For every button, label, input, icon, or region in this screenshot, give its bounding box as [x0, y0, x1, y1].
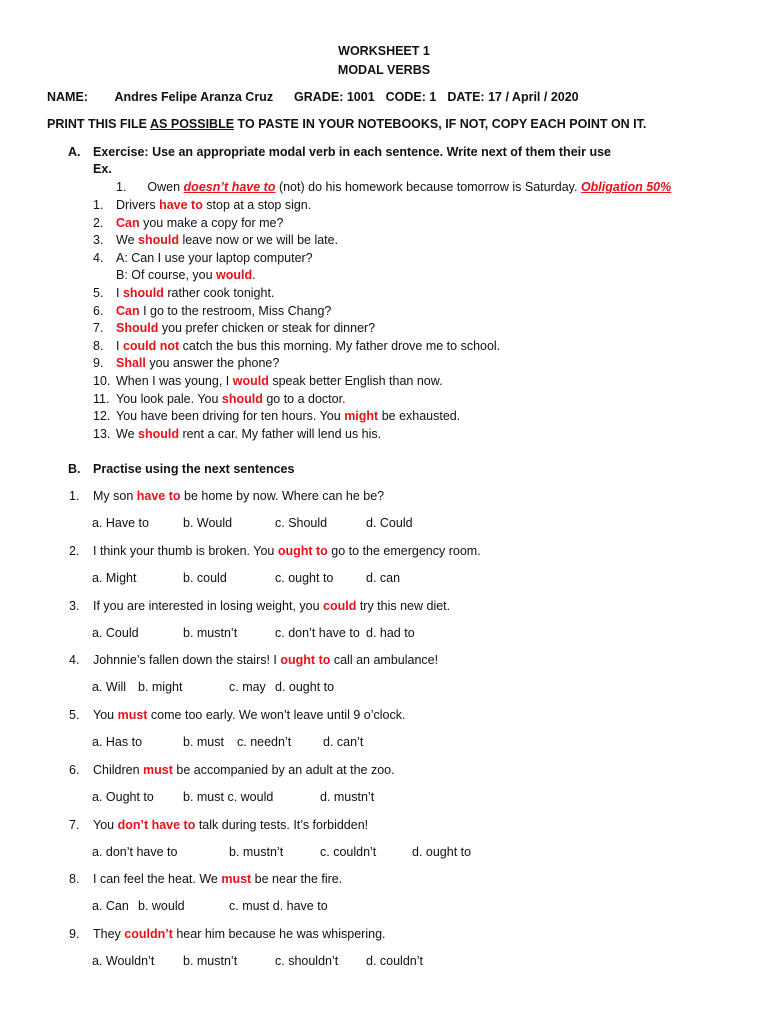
sentence-text: speak better English than now. — [268, 374, 443, 388]
question-sentence — [93, 707, 405, 723]
list-item — [116, 250, 313, 266]
item-number: 1. — [116, 180, 127, 194]
sentence-text: you answer the phone? — [145, 356, 280, 371]
question-sentence — [93, 926, 386, 942]
sentence-text: talk during tests. It’s forbidden! — [195, 817, 369, 832]
list-item — [116, 232, 338, 248]
list-item — [116, 197, 311, 213]
sentence-text: You have been driving for ten hours. You — [116, 409, 345, 424]
sentence-text: I think your thumb is broken. You — [93, 543, 278, 558]
list-item — [116, 408, 460, 424]
answer-option: c. couldn’t — [320, 844, 377, 859]
worksheet-subtitle: MODAL VERBS — [337, 63, 431, 77]
item-number: 2. — [93, 215, 104, 230]
header-line — [47, 89, 579, 105]
answer-option: b. mustn’t — [183, 954, 238, 968]
question-number: 3. — [69, 598, 80, 613]
sentence-text: be accompanied by an adult at the zoo. — [172, 762, 395, 777]
question-sentence — [93, 762, 395, 778]
instruction-text: PRINT THIS FILE — [47, 117, 151, 131]
question-number: 8. — [69, 872, 80, 887]
modal-answer: have to — [136, 489, 181, 503]
sentence-text: rent a car. My father will lend us his. — [178, 426, 382, 441]
modal-answer: have to — [159, 198, 203, 212]
answer-option: a. Has to — [92, 735, 143, 749]
modal-answer: must — [143, 762, 173, 777]
sentence-text: A: Can I use your laptop computer? — [116, 250, 313, 265]
sentence-text: you prefer chicken or steak for dinner? — [158, 321, 376, 336]
sentence-text: (not) do his homework because tomorrow is Saturday. — [275, 180, 581, 194]
date-label: DATE: — [447, 90, 485, 104]
list-item — [116, 267, 256, 283]
modal-answer: ought to — [277, 543, 328, 558]
answer-option: d. had to — [366, 625, 415, 640]
answer-option: c. needn’t — [237, 735, 292, 749]
sentence-text: leave now or we will be late. — [178, 233, 339, 248]
sentence-text: . — [252, 268, 256, 283]
sentence-text: Drivers — [116, 198, 160, 212]
section-b-letter: B. — [68, 462, 81, 476]
modal-answer: would — [232, 374, 269, 388]
list-item — [116, 285, 274, 301]
item-number: 5. — [93, 286, 104, 300]
answer-option: a. Can — [92, 899, 129, 914]
answer-option: b. must c. would — [183, 789, 274, 804]
list-item — [116, 338, 500, 354]
sentence-text: You — [93, 817, 118, 832]
question-number: 9. — [69, 927, 80, 941]
instruction-text-end: TO PASTE IN YOUR NOTEBOOKS, IF NOT, COPY EACH POINT ON IT. — [234, 117, 647, 131]
modal-answer: don’t have to — [117, 817, 196, 832]
sentence-text: Johnnie’s fallen down the stairs! I — [93, 653, 281, 668]
item-number: 4. — [93, 250, 104, 265]
modal-answer: Can — [116, 303, 140, 318]
modal-answer: couldn’t — [124, 927, 173, 941]
question-sentence — [93, 817, 368, 833]
answer-option: a. Might — [92, 570, 137, 585]
list-item — [116, 391, 346, 407]
item-number: 9. — [93, 356, 104, 371]
sentence-text: rather cook tonight. — [163, 286, 275, 300]
modal-use: Obligation 50% — [580, 180, 672, 194]
modal-answer: doesn’t have to — [183, 180, 276, 194]
answer-option: d. couldn’t — [366, 954, 423, 968]
list-item — [116, 355, 279, 371]
list-item — [116, 426, 381, 442]
question-number: 5. — [69, 708, 80, 722]
section-a-letter: A. — [68, 145, 81, 159]
answer-option: c. must d. have to — [229, 899, 328, 914]
item-number: 10. — [93, 374, 111, 388]
modal-answer: should — [138, 426, 179, 441]
question-number: 4. — [69, 653, 80, 668]
sentence-text: be near the fire. — [251, 872, 343, 887]
date-value: 17 / April / 2020 — [488, 90, 579, 104]
answer-option: d. mustn’t — [320, 789, 375, 804]
answer-option: c. Should — [275, 516, 328, 530]
answer-option: b. would — [138, 899, 185, 914]
answer-option: c. may — [229, 680, 266, 695]
question-sentence — [93, 598, 450, 614]
sentence-text: try this new diet. — [356, 598, 451, 613]
sentence-text: My son — [93, 489, 137, 503]
answer-option: a. Ought to — [92, 789, 154, 804]
item-number: 6. — [93, 303, 104, 318]
name-label: NAME: — [47, 90, 88, 104]
question-number: 2. — [69, 543, 80, 558]
item-number: 12. — [93, 409, 111, 424]
modal-answer: should — [138, 233, 179, 248]
sentence-text: come too early. We won’t leave until 9 o’clock. — [147, 708, 406, 722]
instruction-underlined: AS POSSIBLE — [150, 117, 235, 131]
answer-option: a. Could — [92, 625, 139, 640]
list-item — [116, 373, 443, 389]
answer-option: a. Wouldn’t — [92, 954, 155, 968]
question-number: 6. — [69, 762, 80, 777]
answer-option: b. could — [183, 570, 227, 585]
list-item — [116, 320, 375, 336]
question-number: 1. — [69, 489, 80, 503]
modal-answer: Shall — [116, 356, 146, 371]
item-number: 3. — [93, 233, 104, 248]
sentence-text: go to the emergency room. — [327, 543, 481, 558]
sentence-text: go to a doctor. — [262, 391, 346, 406]
sentence-text: Children — [93, 762, 144, 777]
sentence-text: When I was young, I — [116, 374, 233, 388]
code-label: CODE: — [385, 90, 426, 104]
sentence-text: be home by now. Where can he be? — [180, 489, 385, 503]
item-number: 7. — [93, 321, 104, 336]
answer-option: b. mustn’t — [229, 844, 284, 859]
sentence-text: you make a copy for me? — [139, 215, 284, 230]
sentence-text: We — [116, 233, 138, 248]
answer-option: c. ought to — [275, 570, 334, 585]
name-value: Andres Felipe Aranza Cruz — [114, 90, 274, 104]
list-item — [116, 303, 331, 319]
question-sentence — [93, 543, 481, 559]
modal-answer: might — [344, 409, 379, 424]
example-label: Ex. — [93, 162, 112, 176]
item-number: 13. — [93, 426, 111, 441]
sentence-text: I — [116, 286, 123, 300]
list-item — [116, 215, 283, 231]
modal-answer: must — [221, 872, 252, 887]
modal-answer: should — [122, 286, 164, 300]
sentence-text: If you are interested in losing weight, you — [93, 598, 323, 613]
answer-option: d. Could — [366, 516, 413, 530]
print-instruction — [47, 116, 646, 132]
sentence-text: B: Of course, you — [116, 268, 217, 283]
grade-label: GRADE: — [294, 90, 344, 104]
section-a-heading: Exercise: Use an appropriate modal verb in each sentence. Write next of them their use — [93, 145, 611, 159]
sentence-text: You look pale. You — [116, 391, 222, 406]
sentence-text: stop at a stop sign. — [202, 198, 312, 212]
sentence-text: be exhausted. — [378, 409, 461, 424]
item-number: 8. — [93, 338, 104, 353]
answer-option: a. don’t have to — [92, 844, 178, 859]
sentence-text: Owen — [147, 180, 184, 194]
answer-option: b. must — [183, 735, 224, 749]
worksheet-title: WORKSHEET 1 — [338, 44, 430, 58]
section-b-heading: Practise using the next sentences — [93, 462, 295, 476]
sentence-text: I go to the restroom, Miss Chang? — [139, 303, 332, 318]
modal-answer: Can — [116, 215, 140, 230]
answer-option: d. ought to — [275, 680, 335, 695]
answer-option: d. can — [366, 570, 401, 585]
sentence-text: catch the bus this morning. My father drove me to school. — [179, 338, 501, 353]
answer-option: a. Have to — [92, 516, 149, 530]
item-number: 11. — [93, 391, 110, 406]
sentence-text: We — [116, 426, 138, 441]
code-value: 1 — [429, 90, 437, 104]
question-sentence — [93, 652, 438, 668]
modal-answer: would — [216, 268, 253, 283]
answer-option: a. Will — [92, 680, 127, 695]
example-sentence — [116, 179, 671, 195]
answer-option: c. don’t have to — [275, 625, 360, 640]
answer-option: d. can’t — [323, 735, 364, 749]
modal-answer: could — [323, 598, 357, 613]
modal-answer: Should — [116, 321, 159, 336]
sentence-text: You — [93, 708, 118, 722]
modal-answer: should — [221, 391, 263, 406]
item-number: 1. — [93, 198, 104, 212]
answer-option: d. ought to — [412, 844, 472, 859]
sentence-text: They — [93, 927, 125, 941]
question-number: 7. — [69, 817, 80, 832]
answer-option: c. shouldn’t — [275, 954, 339, 968]
sentence-text: call an ambulance! — [330, 653, 439, 668]
question-sentence — [93, 871, 342, 887]
sentence-text: hear him because he was whispering. — [172, 927, 386, 941]
modal-answer: could not — [122, 338, 180, 353]
sentence-text: I — [116, 338, 123, 353]
modal-answer: must — [117, 708, 148, 722]
grade-value: 1001 — [346, 90, 375, 104]
question-sentence — [93, 488, 384, 504]
answer-option: b. Would — [183, 516, 233, 530]
modal-answer: ought to — [280, 653, 331, 668]
answer-option: b. might — [138, 680, 183, 695]
answer-option: b. mustn’t — [183, 625, 238, 640]
sentence-text: I can feel the heat. We — [93, 872, 222, 887]
